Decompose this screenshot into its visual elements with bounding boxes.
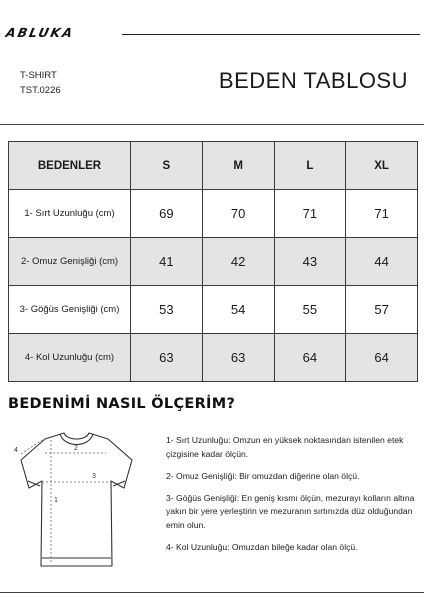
tshirt-diagram — [4, 426, 154, 576]
size-table-header-row — [9, 142, 418, 190]
measure-instructions — [166, 434, 418, 563]
table-cell: 55 — [274, 286, 346, 334]
divider-bottom — [0, 592, 424, 593]
table-cell: 54 — [202, 286, 274, 334]
instruction-item: 4- Kol Uzunluğu: Omuzdan bileğe kadar olan ölçü. — [166, 541, 358, 552]
header-cell: L — [274, 142, 346, 190]
page-title: BEDEN TABLOSU — [218, 68, 408, 93]
instruction-item: 2- Omuz Genişliği: Bir omuzdan diğerine olan ölçü. — [166, 470, 360, 481]
instruction-item: 3- Göğüs Genişliği: En geniş kısmı ölçün, mezurayı kolların altına yakın bir yere yerleştirin ve mezuranın sırtınızda düz olduğundan emin olun. — [166, 492, 415, 530]
product-info — [20, 68, 61, 98]
table-cell: 64 — [274, 334, 346, 382]
table-cell: 42 — [202, 238, 274, 286]
table-cell: 57 — [346, 286, 418, 334]
diagram-label-1: 1 — [54, 497, 58, 504]
table-cell: 43 — [274, 238, 346, 286]
instruction-item: 1- Sırt Uzunluğu: Omzun en yüksek noktasından istenilen etek çizgisine kadar ölçün. — [166, 435, 404, 459]
divider-top — [0, 124, 424, 125]
table-cell: 71 — [274, 190, 346, 238]
measure-lines — [21, 440, 111, 564]
row-label: 1- Sırt Uzunluğu (cm) — [9, 190, 131, 238]
brand-header — [0, 26, 424, 40]
size-table — [8, 141, 418, 382]
measure-line-sleeve — [21, 440, 42, 454]
how-to-measure-title: BEDENİMİ NASIL ÖLÇERİM? — [8, 396, 236, 412]
brand-logo: ABLUKA — [4, 25, 76, 40]
header-cell: XL — [346, 142, 418, 190]
table-cell: 41 — [131, 238, 203, 286]
table-cell: 63 — [131, 334, 203, 382]
header-cell: S — [131, 142, 203, 190]
table-cell: 64 — [346, 334, 418, 382]
table-cell: 53 — [131, 286, 203, 334]
header-cell: M — [202, 142, 274, 190]
table-row — [9, 334, 418, 382]
table-row — [9, 190, 418, 238]
table-cell: 44 — [346, 238, 418, 286]
brand-rule — [122, 34, 420, 35]
product-code: TST.0226 — [20, 85, 61, 96]
table-row — [9, 238, 418, 286]
table-cell: 63 — [202, 334, 274, 382]
table-cell: 70 — [202, 190, 274, 238]
table-row — [9, 286, 418, 334]
diagram-label-2: 2 — [74, 445, 78, 452]
header-cell: BEDENLER — [9, 142, 131, 190]
row-label: 3- Göğüs Genişliği (cm) — [9, 286, 131, 334]
diagram-label-4: 4 — [14, 447, 18, 454]
diagram-label-3: 3 — [92, 473, 96, 480]
table-cell: 71 — [346, 190, 418, 238]
table-cell: 69 — [131, 190, 203, 238]
product-type: T-SHIRT — [20, 70, 57, 81]
tshirt-outline — [21, 433, 132, 566]
row-label: 4- Kol Uzunluğu (cm) — [9, 334, 131, 382]
row-label: 2- Omuz Genişliği (cm) — [9, 238, 131, 286]
